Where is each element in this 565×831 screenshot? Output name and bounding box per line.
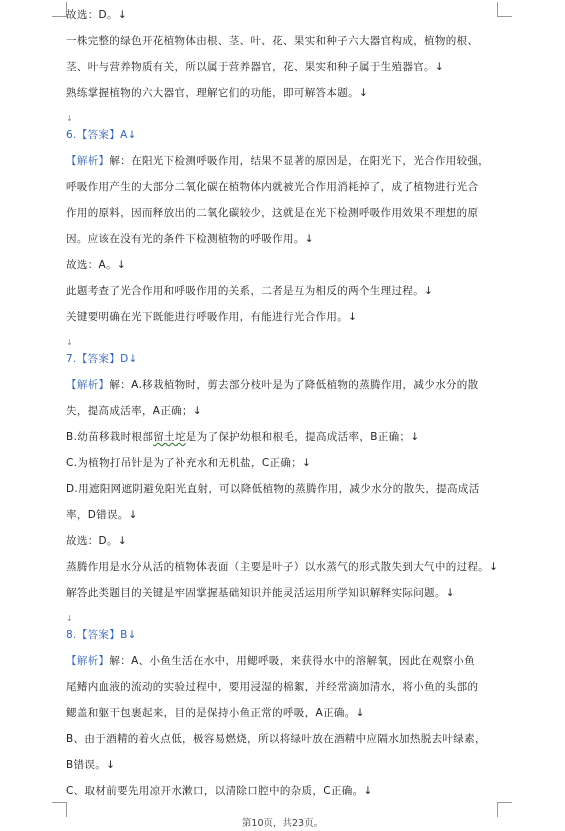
crop-mark-top-left: [52, 2, 67, 17]
text-line: D.用遮阳网遮阴避免阳光直射，可以降低植物的蒸腾作用，减少水分的散失，提高成活: [66, 483, 480, 495]
text-line: 鳃盖和躯干包裹起来，目的是保持小鱼正常的呼吸，A正确。↓: [66, 707, 365, 719]
text-line: 【解析】解：A.移栽植物时，剪去部分枝叶是为了降低植物的蒸腾作用，减少水分的散: [66, 379, 479, 391]
text-line: 尾鳍内血液的流动的实验过程中，要用浸湿的棉絮，并经常滴加清水，将小鱼的头部的: [66, 681, 479, 693]
text-line: C、取材前要先用凉开水漱口，以清除口腔中的杂质，C正确。↓: [66, 785, 373, 797]
text-line: 关键要明确在光下既能进行呼吸作用，有能进行光合作用。↓: [66, 311, 358, 323]
text-line: 率，D错误。↓: [66, 509, 138, 521]
paragraph-mark: ↓: [66, 614, 74, 623]
document-body: [66, 8, 502, 810]
text-line: 因。应该在没有光的条件下检测植物的呼吸作用。↓: [66, 233, 314, 245]
text-line: 【解析】解：A、小鱼生活在水中，用鳃呼吸，来获得水中的溶解氧，因此在观察小鱼: [66, 655, 475, 667]
text-line: 熟练掌握植物的六大器官，理解它们的功能，即可解答本题。↓: [66, 87, 369, 99]
text-line: 故选：D。↓: [66, 9, 127, 21]
text-line: B、由于酒精的着火点低，极容易燃烧，所以将绿叶放在酒精中应隔水加热脱去叶绿素，: [66, 733, 486, 745]
text-line: 蒸腾作用是水分从活的植物体表面（主要是叶子）以水蒸气的形式散失到大气中的过程。↓: [66, 561, 499, 573]
answer-heading-8: 8.【答案】B↓: [66, 629, 137, 641]
grammar-underline: 留土坨: [153, 431, 186, 443]
text-line: 【解析】解：在阳光下检测呼吸作用，结果不显著的原因是，在阳光下，光合作用较强，: [66, 155, 490, 167]
text-line: 此题考查了光合作用和呼吸作用的关系，二者是互为相反的两个生理过程。↓: [66, 285, 434, 297]
answer-heading-6: 6.【答案】A↓: [66, 129, 137, 141]
text-line: 失，提高成活率，A正确；↓: [66, 405, 203, 417]
answer-heading-7: 7.【答案】D↓: [66, 353, 138, 365]
page-footer: [0, 815, 565, 829]
text-line: 呼吸作用产生的大部分二氧化碳在植物体内就被光合作用消耗掉了，成了植物进行光合: [66, 181, 479, 193]
text-line: 作用的原料，因而释放出的二氧化碳较少，这就是在光下检测呼吸作用效果不理想的原: [66, 207, 479, 219]
text-line: B.幼苗移栽时根部留土坨是为了保护幼根和根毛，提高成活率，B正确；↓: [66, 431, 420, 443]
paragraph-mark: ↓: [66, 338, 74, 347]
text-line: 故选：A。↓: [66, 259, 127, 271]
text-line: 茎、叶与营养物质有关，所以属于营养器官，花、果实和种子属于生殖器官。↓: [66, 61, 445, 73]
text-line: B错误。↓: [66, 759, 116, 771]
text-line: 故选：D。↓: [66, 535, 127, 547]
text-line: 一株完整的绿色开花植物体由根、茎、叶、花、果实和种子六大器官构成，植物的根、: [66, 35, 479, 47]
page-number: 第10页，共23页。: [241, 818, 324, 829]
paragraph-mark: ↓: [66, 114, 74, 123]
text-line: 解答此类题目的关键是牢固掌握基础知识并能灵活运用所学知识解释实际问题。↓: [66, 587, 455, 599]
text-line: C.为植物打吊针是为了补充水和无机盐，C正确；↓: [66, 457, 312, 469]
